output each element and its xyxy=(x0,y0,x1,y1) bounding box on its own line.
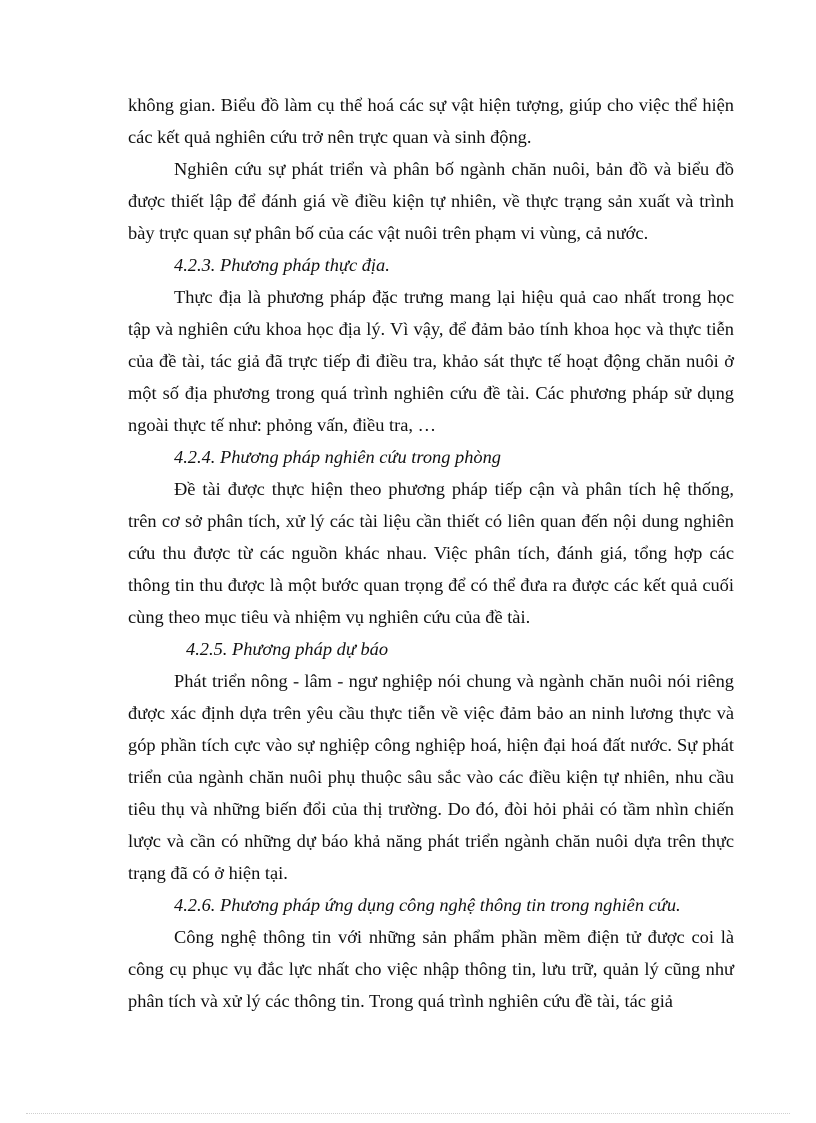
paragraph-5: Phát triển nông - lâm - ngư nghiệp nói chung và ngành chăn nuôi nói riêng được xác định dựa trên yêu cầu thực tiễn về việc đảm bảo an ninh lương thực và góp phần tích cực vào sự nghiệp công nghiệp hoá, hiện đại hoá đất nước. Sự phát triển của ngành chăn nuôi phụ thuộc sâu sắc vào các điều kiện tự nhiên, nhu cầu tiêu thụ và những biến đổi của thị trường. Do đó, đòi hỏi phải có tầm nhìn chiến lược và cần có những dự báo khả năng phát triển ngành chăn nuôi dựa trên thực trạng đã có ở hiện tại. xyxy=(128,671,734,883)
section-heading-4-2-4: 4.2.4. Phương pháp nghiên cứu trong phòng xyxy=(174,447,501,467)
section-heading-4-2-6: 4.2.6. Phương pháp ứng dụng công nghệ thông tin trong nghiên cứu. xyxy=(174,895,681,915)
paragraph-3: Thực địa là phương pháp đặc trưng mang lại hiệu quả cao nhất trong học tập và nghiên cứu khoa học địa lý. Vì vậy, để đảm bảo tính khoa học và thực tiễn của đề tài, tác giả đã trực tiếp đi điều tra, khảo sát thực tế hoạt động chăn nuôi ở một số địa phương trong quá trình nghiên cứu đề tài. Các phương pháp sử dụng ngoài thực tế như: phỏng vấn, điều tra, … xyxy=(128,287,734,435)
footer-divider xyxy=(26,1113,790,1114)
section-heading-4-2-3: 4.2.3. Phương pháp thực địa. xyxy=(174,255,390,275)
paragraph-4: Đề tài được thực hiện theo phương pháp tiếp cận và phân tích hệ thống, trên cơ sở phân tích, xử lý các tài liệu cần thiết có liên quan đến nội dung nghiên cứu thu được từ các nguồn khác nhau. Việc phân tích, đánh giá, tổng hợp các thông tin thu được là một bước quan trọng để có thể đưa ra được các kết quả cuối cùng theo mục tiêu và nhiệm vụ nghiên cứu của đề tài. xyxy=(128,479,734,627)
section-heading-4-2-5: 4.2.5. Phương pháp dự báo xyxy=(186,639,389,659)
paragraph-6: Công nghệ thông tin với những sản phẩm phần mềm điện tử được coi là công cụ phục vụ đắc lực nhất cho việc nhập thông tin, lưu trữ, quản lý cũng như phân tích và xử lý các thông tin. Trong quá trình nghiên cứu đề tài, tác giả xyxy=(128,927,734,1011)
paragraph-2: Nghiên cứu sự phát triển và phân bố ngành chăn nuôi, bản đồ và biểu đồ được thiết lập để đánh giá về điều kiện tự nhiên, về thực trạng sản xuất và trình bày trực quan sự phân bố của các vật nuôi trên phạm vi vùng, cả nước. xyxy=(128,159,734,243)
document-body xyxy=(128,89,734,1017)
paragraph-1: không gian. Biểu đồ làm cụ thể hoá các sự vật hiện tượng, giúp cho việc thể hiện các kết quả nghiên cứu trở nên trực quan và sinh động. xyxy=(128,95,734,147)
